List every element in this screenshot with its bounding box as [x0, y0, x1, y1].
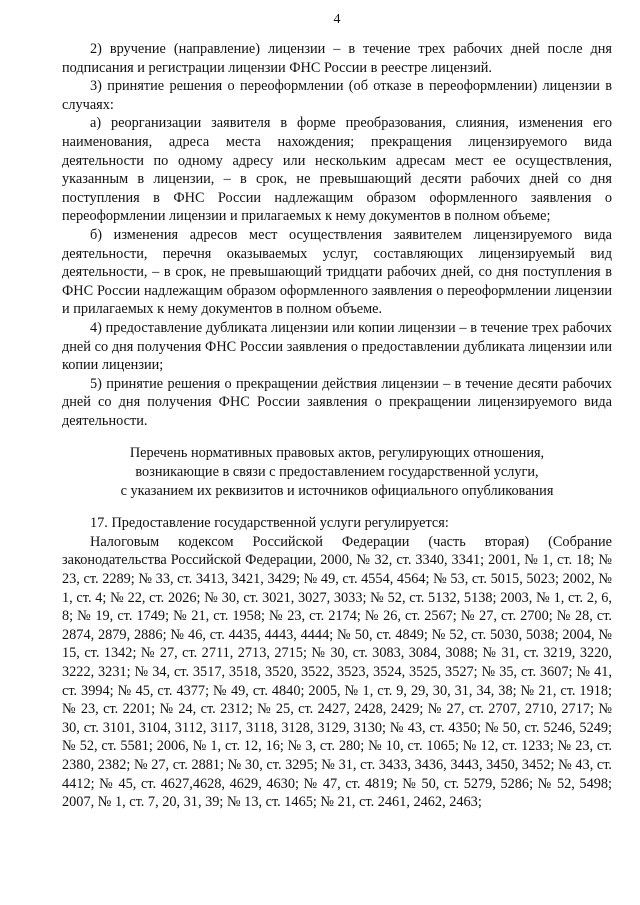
- section-heading-line-3: с указанием их реквизитов и источников официального опубликования: [120, 482, 554, 499]
- paragraph-tax-code-references: Налоговым кодексом Российской Федерации (часть вторая) (Собрание законодательства Российской Федерации, 2000, № 32, ст. 3340, 3341; 2001, № 1, ст. 18; № 23, ст. 2289; № 33, ст. 3413, 3421, 3429; № 49, ст. 4554, 4564; № 53, ст. 5015, 5023; 2002, № 1, ст. 4; № 22, ст. 2026; № 30, ст. 3021, 3027, 3033; № 52, ст. 5132, 5138; 2003, № 1, ст. 2, 6, 8; № 19, ст. 1749; № 21, ст. 1958; № 23, ст. 2174; № 26, ст. 2567; № 27, ст. 2700; № 28, ст. 2874, 2879, 2886; № 46, ст. 4435, 4443, 4444; № 50, ст. 4849; № 52, ст. 5030, 5038; 2004, № 15, ст. 1342; № 27, ст. 2711, 2713, 2715; № 30, ст. 3083, 3084, 3088; № 31, ст. 3219, 3220, 3222, 3231; № 34, ст. 3517, 3518, 3520, 3522, 3523, 3524, 3525, 3527; № 35, ст. 3607; № 41, ст. 3994; № 45, ст. 4377; № 49, ст. 4840; 2005, № 1, ст. 9, 29, 30, 31, 34, 38; № 21, ст. 1918; № 23, ст. 2201; № 24, ст. 2312; № 25, ст. 2427, 2428, 2429; № 27, ст. 2707, 2710, 2717; № 30, ст. 3101, 3104, 3112, 3117, 3118, 3128, 3129, 3130; № 43, ст. 4350; № 50, ст. 5246, 5249; № 52, ст. 5581; 2006, № 1, ст. 12, 16; № 3, ст. 280; № 10, ст. 1065; № 12, ст. 1233; № 23, ст. 2380, 2382; № 27, ст. 2881; № 30, ст. 3295; № 31, ст. 3433, 3436, 3443, 3450, 3452; № 43, ст. 4412; № 45, ст. 4627,4628, 4629, 4630; № 47, ст. 4819; № 50, ст. 5279, 5286; № 52, 5498; 2007, № 1, ст. 7, 20, 31, 39; № 13, ст. 1465; № 21, ст. 2461, 2462, 2463;: [62, 533, 612, 811]
- paragraph-item-3-reissue: 3) принятие решения о переоформлении (об отказе в переоформлении) лицензии в случаях:: [62, 78, 612, 113]
- paragraph-subitem-a: а) реорганизации заявителя в форме преобразования, слияния, изменения его наименования, адреса места нахождения; прекращения лицензируемого вида деятельности по одному адресу или нескольким адресам мест ее осуществления, указанным в лицензии, – в срок, не превышающий десяти рабочих дней со дня поступления в ФНС России надлежащим образом оформленного заявления о переоформлении лицензии и прилагаемых к нему документов в полном объеме;: [62, 115, 612, 225]
- section-heading: [62, 444, 612, 500]
- paragraph-item-2-delivery: 2) вручение (направление) лицензии – в течение трех рабочих дней после дня подписания и регистрации лицензии ФНС России в реестре лицензий.: [62, 41, 612, 76]
- paragraph-item-5-termination: 5) принятие решения о прекращении действия лицензии – в течение десяти рабочих дней со дня получения ФНС России заявления о прекращении лицензируемого вида деятельности.: [62, 375, 612, 429]
- paragraph-item-17: 17. Предоставление государственной услуги регулируется:: [90, 515, 449, 532]
- paragraph-subitem-b: б) изменения адресов мест осуществления заявителем лицензируемого вида деятельности, перечня оказываемых услуг, составляющих лицензируемый вид деятельности, – в срок, не превышающий тридцати рабочих дней, со дня поступления в ФНС России надлежащим образом оформленного заявления о переоформлении лицензии и прилагаемых к нему документов в полном объеме.: [62, 226, 612, 318]
- section-heading-line-1: Перечень нормативных правовых актов, регулирующих отношения,: [129, 445, 545, 462]
- section-heading-line-2: возникающие в связи с предоставлением государственной услуги,: [135, 464, 539, 481]
- document-page: [62, 0, 612, 905]
- paragraph-item-4-duplicate: 4) предоставление дубликата лицензии или копии лицензии – в течение трех рабочих дней со дня получения ФНС России заявления о предоставлении дубликата лицензии или копии лицензии;: [62, 319, 612, 374]
- page-number: 4: [333, 12, 341, 27]
- document-body: [62, 40, 612, 812]
